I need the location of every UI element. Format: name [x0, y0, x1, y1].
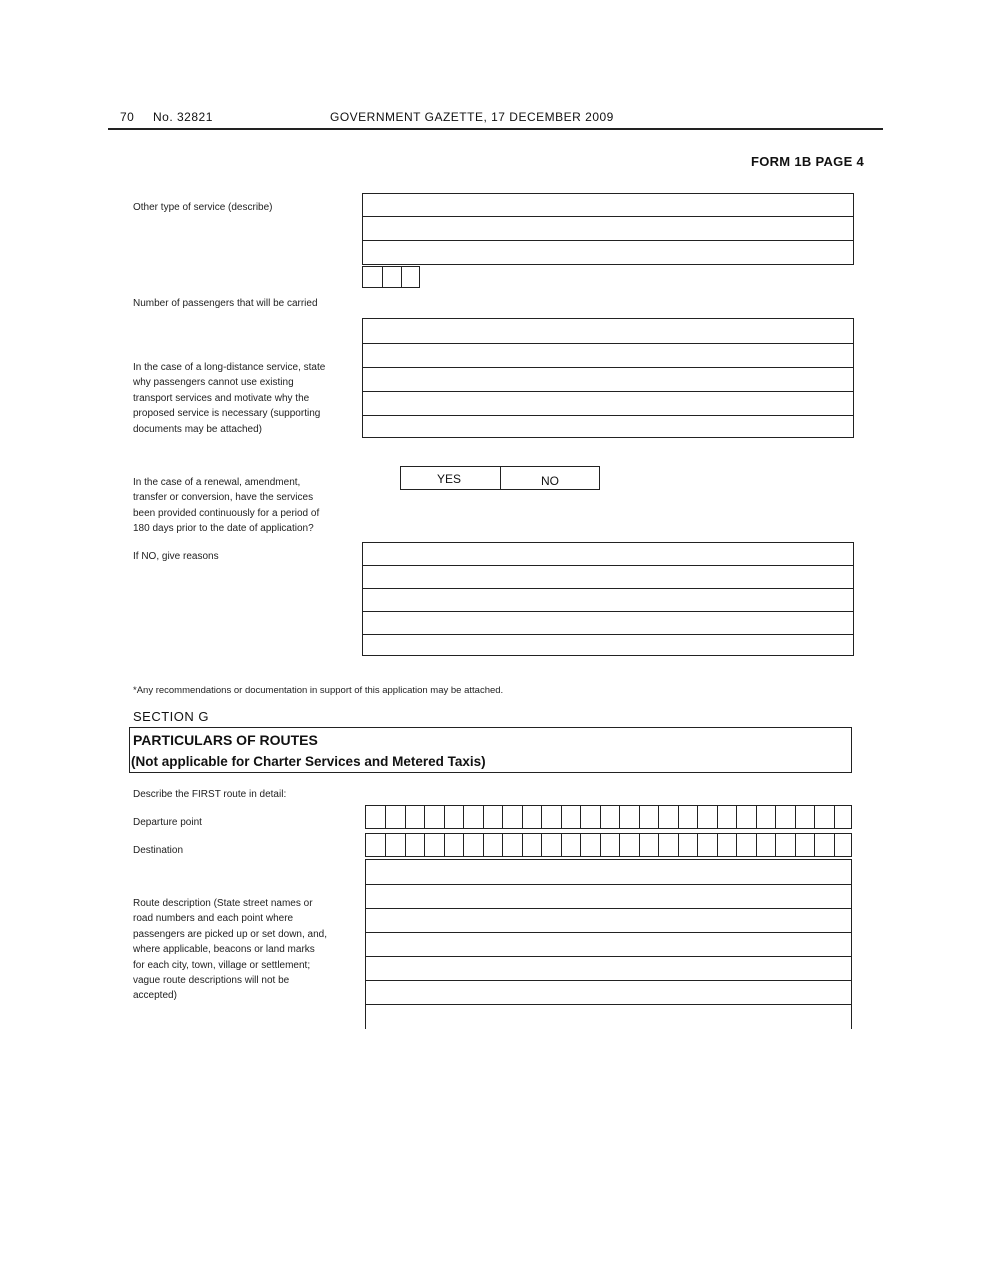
other-service-label: Other type of service (describe): [133, 202, 273, 213]
char-cell-divider: [424, 806, 425, 828]
char-cell-divider: [463, 834, 464, 856]
char-cell-divider: [502, 806, 503, 828]
char-cell-divider: [775, 806, 776, 828]
char-cell-divider: [814, 806, 815, 828]
issue-number: No. 32821: [153, 110, 213, 124]
route-description-field[interactable]: [365, 859, 852, 1029]
char-cell-divider: [561, 806, 562, 828]
section-g-title: SECTION G: [133, 709, 210, 724]
char-cell-divider: [795, 806, 796, 828]
particulars-heading: PARTICULARS OF ROUTES: [133, 732, 318, 748]
not-applicable-note: (Not applicable for Charter Services and Metered Taxis): [131, 754, 486, 769]
long-distance-field[interactable]: [362, 318, 854, 438]
char-cell-divider: [541, 834, 542, 856]
char-cell-divider: [639, 834, 640, 856]
gazette-title: GOVERNMENT GAZETTE, 17 DECEMBER 2009: [330, 110, 614, 124]
page-number: 70: [120, 110, 135, 124]
char-cell-divider: [463, 806, 464, 828]
describe-first-label: Describe the FIRST route in detail:: [133, 789, 287, 800]
char-cell-divider: [834, 806, 835, 828]
char-cell-divider: [658, 834, 659, 856]
passengers-count-field[interactable]: [362, 266, 420, 288]
destination-label: Destination: [133, 845, 184, 856]
char-cell-divider: [678, 834, 679, 856]
char-cell-divider: [717, 834, 718, 856]
char-cell-divider: [385, 834, 386, 856]
particulars-box: [129, 727, 852, 773]
yes-no-box: [400, 466, 600, 490]
destination-field[interactable]: [365, 833, 852, 857]
if-no-label: If NO, give reasons: [133, 551, 219, 562]
char-cell-divider: [483, 834, 484, 856]
if-no-reasons-field[interactable]: [362, 542, 854, 656]
char-cell-divider: [580, 806, 581, 828]
char-cell-divider: [736, 834, 737, 856]
char-cell-divider: [502, 834, 503, 856]
char-cell-divider: [424, 834, 425, 856]
other-service-field[interactable]: [362, 193, 854, 265]
char-cell-divider: [522, 806, 523, 828]
char-cell-divider: [756, 806, 757, 828]
char-cell-divider: [405, 806, 406, 828]
char-cell-divider: [775, 834, 776, 856]
char-cell-divider: [834, 834, 835, 856]
route-description-label: Route description (State street names or road numbers and each point where passengers are picked up or set down, and, where applicable, beacons or land marks for each city, town, village or settlement; vague route descriptions will not be accepted): [133, 898, 328, 1002]
char-cell-divider: [814, 834, 815, 856]
char-cell-divider: [522, 834, 523, 856]
char-cell-divider: [600, 806, 601, 828]
char-cell-divider: [444, 806, 445, 828]
char-cell-divider: [756, 834, 757, 856]
char-cell-divider: [639, 806, 640, 828]
char-cell-divider: [483, 806, 484, 828]
yes-option[interactable]: YES: [437, 472, 462, 486]
attachment-note: *Any recommendations or documentation in support of this application may be attached.: [133, 685, 504, 696]
char-cell-divider: [736, 806, 737, 828]
char-cell-divider: [541, 806, 542, 828]
long-distance-label: In the case of a long-distance service, state why passengers cannot use existing transport services and motivate why the proposed service is necessary (supporting documents may be attached): [133, 362, 326, 435]
passengers-label: Number of passengers that will be carried: [133, 298, 318, 309]
renewal-label: In the case of a renewal, amendment, transfer or conversion, have the services been provided continuously for a period of 180 days prior to the date of application?: [133, 477, 320, 535]
char-cell-divider: [444, 834, 445, 856]
char-cell-divider: [658, 806, 659, 828]
header-rule: [108, 128, 883, 130]
char-cell-divider: [405, 834, 406, 856]
char-cell-divider: [678, 806, 679, 828]
departure-point-field[interactable]: [365, 805, 852, 829]
form-page-label: FORM 1B PAGE 4: [750, 154, 864, 169]
char-cell-divider: [697, 806, 698, 828]
char-cell-divider: [580, 834, 581, 856]
char-cell-divider: [619, 834, 620, 856]
char-cell-divider: [717, 806, 718, 828]
char-cell-divider: [619, 806, 620, 828]
char-cell-divider: [697, 834, 698, 856]
char-cell-divider: [561, 834, 562, 856]
char-cell-divider: [795, 834, 796, 856]
departure-label: Departure point: [133, 817, 202, 828]
no-option[interactable]: NO: [541, 474, 559, 488]
char-cell-divider: [385, 806, 386, 828]
char-cell-divider: [600, 834, 601, 856]
